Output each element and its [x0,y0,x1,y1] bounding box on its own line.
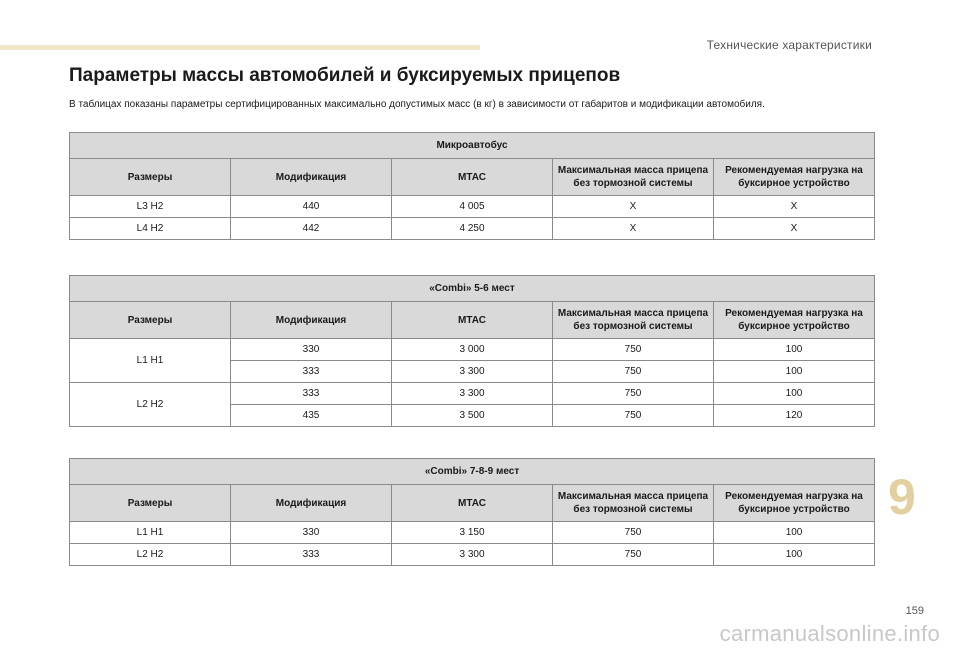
max-trailer-cell: 750 [553,361,714,383]
tow-load-cell: X [714,218,875,240]
size-cell: L4 H2 [70,218,231,240]
max-trailer-cell: X [553,196,714,218]
table-row [70,339,875,361]
table-title: «Combi» 7-8-9 мест [70,459,875,485]
modification-cell: 435 [231,405,392,427]
size-cell: L1 H1 [70,339,231,383]
max-trailer-cell: 750 [553,405,714,427]
column-header-tow-load: Рекомендуемая нагрузка на буксирное устройство [714,159,875,196]
column-header-max-trailer: Максимальная масса прицепа без тормозной системы [553,485,714,522]
mtac-cell: 3 300 [392,383,553,405]
column-header-modification: Модификация [231,302,392,339]
max-trailer-cell: 750 [553,544,714,566]
header-accent-bar [0,45,480,50]
size-cell: L1 H1 [70,522,231,544]
tow-load-cell: 100 [714,544,875,566]
mtac-cell: 3 300 [392,361,553,383]
column-header-size: Размеры [70,485,231,522]
max-trailer-cell: 750 [553,522,714,544]
column-header-mtac: МТАС [392,159,553,196]
column-header-mtac: МТАС [392,302,553,339]
tow-load-cell: 100 [714,339,875,361]
tow-load-cell: 100 [714,383,875,405]
modification-cell: 333 [231,544,392,566]
page-title: Параметры массы автомобилей и буксируемых прицепов [69,65,621,86]
tow-load-cell: 100 [714,522,875,544]
modification-cell: 333 [231,361,392,383]
tow-load-cell: 100 [714,361,875,383]
size-cell: L2 H2 [70,544,231,566]
column-header-mtac: МТАС [392,485,553,522]
column-header-max-trailer: Максимальная масса прицепа без тормозной системы [553,302,714,339]
column-header-tow-load: Рекомендуемая нагрузка на буксирное устройство [714,485,875,522]
size-cell: L3 H2 [70,196,231,218]
size-cell: L2 H2 [70,383,231,427]
tow-load-cell: 120 [714,405,875,427]
combi-7-8-9-table [69,458,875,566]
max-trailer-cell: X [553,218,714,240]
modification-cell: 333 [231,383,392,405]
column-header-modification: Модификация [231,159,392,196]
max-trailer-cell: 750 [553,383,714,405]
mtac-cell: 3 150 [392,522,553,544]
page-number: 159 [905,605,924,617]
max-trailer-cell: 750 [553,339,714,361]
table-row [70,522,875,544]
modification-cell: 440 [231,196,392,218]
column-header-tow-load: Рекомендуемая нагрузка на буксирное устройство [714,302,875,339]
table-row [70,383,875,405]
modification-cell: 330 [231,339,392,361]
modification-cell: 442 [231,218,392,240]
minibus-table [69,132,875,240]
column-header-max-trailer: Максимальная масса прицепа без тормозной системы [553,159,714,196]
mtac-cell: 4 250 [392,218,553,240]
intro-text: В таблицах показаны параметры сертифицированных максимально допустимых масс (в кг) в зависимости от габаритов и модификации автомобиля. [69,99,765,110]
column-header-size: Размеры [70,302,231,339]
mtac-cell: 4 005 [392,196,553,218]
column-header-modification: Модификация [231,485,392,522]
watermark: carmanualsonline.info [719,621,940,646]
column-header-size: Размеры [70,159,231,196]
combi-5-6-table [69,275,875,427]
modification-cell: 330 [231,522,392,544]
table-row [70,544,875,566]
table-row [70,218,875,240]
mtac-cell: 3 000 [392,339,553,361]
chapter-number: 9 [888,469,916,525]
table-title: Микроавтобус [70,133,875,159]
section-title: Технические характеристики [706,38,872,52]
table-row [70,196,875,218]
tow-load-cell: X [714,196,875,218]
mtac-cell: 3 300 [392,544,553,566]
mtac-cell: 3 500 [392,405,553,427]
table-title: «Combi» 5-6 мест [70,276,875,302]
